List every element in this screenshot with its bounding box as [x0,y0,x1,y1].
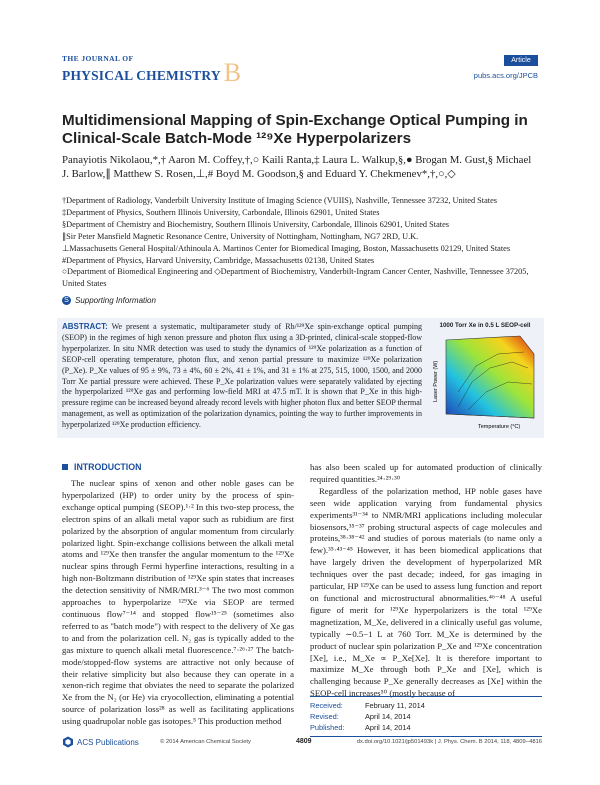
left-column [62,478,294,728]
paragraph: has also been scaled up for automated production of clinically required quantities.²⁴·²⁹·³⁰ [310,462,542,484]
supporting-info-icon: S [62,296,71,305]
section-bullet-icon [62,464,68,470]
doi-citation[interactable]: dx.doi.org/10.1021/jp501493k | J. Phys. Chem. B 2014, 118, 4809−4816 [356,739,542,745]
affiliation: #Department of Physics, Harvard University, Cambridge, Massachusetts 02138, United States [62,255,375,265]
affiliation: †Department of Radiology, Vanderbilt University Institute of Imaging Science (VUIIS), Nashville, Tennessee 37232, United States [62,196,497,205]
affiliations [62,195,542,290]
affiliation: ⊥Massachusetts General Hospital/Athinoula A. Martinos Center for Biomedical Imaging, Boston, Massachusetts 02129, United States [62,243,511,253]
date-row: Published: April 14, 2014 [310,723,411,732]
page-number: 4809 [296,738,312,745]
section-title: INTRODUCTION [74,462,142,472]
toc-xlabel: Temperature (°C) [478,424,521,430]
publisher-name: ACS Publications [77,737,139,747]
journal-section-letter: B [223,58,242,87]
journal-masthead [62,54,242,87]
supporting-info-link[interactable] [62,296,156,305]
author-list: Panayiotis Nikolaou,*,† Aaron M. Coffey,†,○ Kaili Ranta,‡ Laura L. Walkup,§,● Brogan M. Gust,§ Michael J. Barlow,∥ Matthew S. Rosen,⊥,# Boyd M. Goodson,§ and Eduard Y. Chekmenev*,†,○,◇ [62,154,532,180]
publication-dates [310,696,542,737]
toc-graphic [428,322,542,434]
toc-ylabel: Laser Power (W) [433,360,439,402]
section-heading [62,462,141,472]
right-column [310,462,542,700]
journal-url[interactable]: pubs.acs.org/JPCB [473,71,538,80]
affiliation: §Department of Chemistry and Biochemistry, Southern Illinois University, Carbondale, Illinois 62901, United States [62,219,449,229]
abstract [62,322,422,431]
supporting-info-label: Supporting Information [75,296,156,305]
journal-line1: THE JOURNAL OF [62,54,134,63]
paper-title: Multidimensional Mapping of Spin-Exchange Optical Pumping in Clinical-Scale Batch-Mode ¹²⁹Xe Hyperpolarizers [62,112,528,147]
journal-name: PHYSICAL CHEMISTRY [62,68,221,83]
abstract-text: We present a systematic, multiparameter study of Rb/¹²⁹Xe spin-exchange optical pumping (SEOP) in the regimes of high xenon pressure and photon flux using a 3D-printed, clinical-scale stopped-flow hyperpolarizer. In situ NMR detection was used to study the dynamics of ¹²⁹Xe polarization as a function of SEOP-cell operating temperature, photon flux, and xenon partial pressure to maximize ¹²⁹Xe polarization (P_Xe). P_Xe values of 95 ± 9%, 73 ± 4%, 60 ± 2%, 41 ± 1%, and 31 ± 1% at 275, 515, 1000, 1500, and 2000 Torr Xe partial pressure were achieved. These P_Xe polarization values were separately validated by ejecting the hyperpolarized ¹²⁹Xe gas and performing low-field MRI at 47.5 mT. It is shown that P_Xe in this high-pressure regime can be increased beyond already record levels with higher photon flux and better SEOP thermal management, as well as optimization of the polarization dynamics, pointing the way to further improvements in hyperpolarized ¹²⁹Xe production efficiency. [62,322,423,430]
affiliation: ○Department of Biomedical Engineering and ◇Department of Biochemistry, Vanderbilt-Ingram Cancer Center, Nashville, Tennessee 37205, United States [62,267,529,289]
toc-surface-plot [428,322,542,434]
copyright: © 2014 American Chemical Society [160,739,251,745]
article-type-badge: Article [504,55,538,66]
affiliation: ‡Department of Physics, Southern Illinois University, Carbondale, Illinois 62901, United States [62,207,380,217]
paragraph: The nuclear spins of xenon and other noble gases can be hyperpolarized (HP) to order unity by the process of spin-exchange optical pumping (SEOP).¹·² In this two-step process, the electron spins of an alkali metal vapor such as rubidium are first polarized by the absorption of angular momentum from circularly polarized light. Spin-exchange collisions between the alkali metal atoms and ¹²⁹Xe then transfer the angular momentum to the ¹²⁹Xe nuclear spins through Fermi hyperfine interactions, resulting in a high non-Boltzmann distribution of ¹²⁹Xe spin states that increases the detection sensitivity of NMR/MRI.³⁻⁶ The two most common approaches to hyperpolarize ¹²⁹Xe via SEOP are termed continuous flow⁷⁻¹⁴ and stopped flow¹⁵⁻²⁵ (sometimes also referred to as "batch mode") with respect to the delivery of Xe gas to and from the polarization cell. N₂ gas is typically added to the gas mixture to quench alkali metal fluorescence.⁷·²⁶·²⁷ The batch-mode/stopped-flow systems are attractive not only because of their relative simplicity but also because they can operate in a xenon-rich regime that obviates the need to separate the polarized Xe from the N₂ (or He) via cryocollection, eliminating a potential source of polarization loss²⁸ as well as facilitating applications using quadrupolar noble gas isotopes.⁵ This production method [62,478,294,727]
acs-hexagon-icon [62,736,74,748]
toc-title: 1000 Torr Xe in 0.5 L SEOP-cell [439,322,531,329]
abstract-label: ABSTRACT: [62,322,108,331]
page-footer [62,735,542,749]
date-row: Received: February 11, 2014 [310,701,425,710]
acs-publications-logo[interactable] [62,736,139,748]
affiliation: ∥Sir Peter Mansfield Magnetic Resonance Centre, University of Nottingham, Nottingham, NG7 2RD, U.K. [62,231,419,241]
date-row: Revised: April 14, 2014 [310,712,411,721]
paragraph: Regardless of the polarization method, HP noble gases have seen wide application varying from fundamental physics experiments³¹⁻³⁴ to NMR/MRI applications including molecular biosensors,³⁵⁻³⁷ probing structural aspects of cage molecules and proteins,³⁸·³⁸⁻⁴² and studies of porous materials (to name only a few).³⁵·⁴³⁻⁴⁵ However, it has been biomedical applications that have largely driven the development of hyperpolarized MR techniques over the past decade; indeed, for gas imaging in particular, HP ¹²⁹Xe can be used to assess lung function and report on functional and microstructural abnormalities.⁴⁶⁻⁴⁸ A useful figure of merit for ¹²⁹Xe hyperpolarizers is the total ¹²⁹Xe magnetization, M_Xe, delivered in a clinically useful gas volume, typically ∼0.5−1 L at 760 Torr. M_Xe is determined by the product of nuclear spin polarization P_Xe and ¹²⁹Xe concentration [Xe], i.e., M_Xe ∝ P_Xe[Xe]. It is therefore important to maximize M_Xe through both P_Xe and [Xe], which is challenging because P_Xe generally decreases as [Xe] within the SEOP-cell increases⁵⁰ (mostly because of [310,485,542,699]
